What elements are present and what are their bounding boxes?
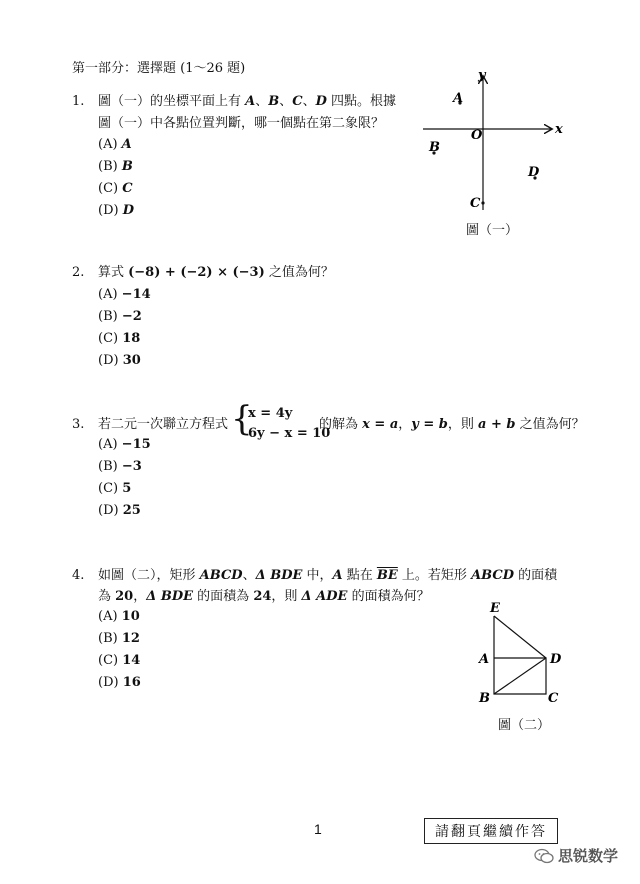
label-d: D — [550, 652, 562, 667]
option-a[interactable]: (A) −15 — [98, 437, 151, 452]
question-number: 4. — [72, 568, 85, 583]
option-a[interactable]: (A) −14 — [98, 287, 151, 302]
option-b[interactable]: (B) 12 — [98, 631, 140, 646]
segment-bd — [494, 658, 546, 694]
point-d-label: D — [528, 165, 540, 180]
option-c[interactable]: (C) 14 — [98, 653, 141, 668]
watermark — [534, 845, 618, 866]
question-text: 算式 (−8) + (−2) × (−3) 之值為何？ — [98, 265, 334, 280]
option-a[interactable]: (A) 10 — [98, 609, 140, 624]
option-d[interactable]: (D) D — [98, 203, 134, 218]
equation-1: x = 4y — [248, 406, 293, 421]
option-c[interactable]: (C) C — [98, 181, 133, 196]
figure-2-rectangle-triangle — [470, 596, 570, 711]
question-text-prefix: 若二元一次聯立方程式 — [98, 417, 229, 432]
axis-x-label: x — [555, 122, 563, 137]
expression: (−8) + (−2) × (−3) — [128, 265, 265, 280]
label-e: E — [490, 601, 500, 616]
label-b: B — [479, 691, 490, 706]
option-c[interactable]: (C) 5 — [98, 481, 132, 496]
option-a[interactable]: (A) A — [98, 137, 132, 152]
origin-label: O — [471, 128, 483, 143]
option-d[interactable]: (D) 16 — [98, 675, 141, 690]
question-number: 1. — [72, 94, 85, 109]
question-text-line2: 為 20，Δ BDE 的面積為 24，則 Δ ADE 的面積為何？ — [98, 589, 430, 604]
option-d[interactable]: (D) 25 — [98, 503, 141, 518]
figure-1-caption: 圖（一） — [466, 223, 519, 238]
rectangle-abcd — [494, 616, 546, 694]
option-b[interactable]: (B) B — [98, 159, 133, 174]
label-c: C — [548, 691, 559, 706]
question-text-line1: 如圖（二），矩形 ABCD、Δ BDE 中，A 點在 $\overline{BE}$ 上。若矩形 ABCD 的面積 — [98, 568, 558, 583]
point-c-label: C — [470, 196, 481, 211]
option-b[interactable]: (B) −2 — [98, 309, 142, 324]
page-number: 1 — [314, 821, 322, 837]
section-title: 第一部分：選擇題 (1～26 題) — [72, 61, 246, 76]
option-b[interactable]: (B) −3 — [98, 459, 142, 474]
watermark-text: 思锐数学 — [558, 847, 619, 865]
question-number: 3. — [72, 417, 85, 432]
equation-2: 6y − x = 10 — [248, 426, 331, 441]
point-c — [481, 201, 484, 204]
question-number: 2. — [72, 265, 85, 280]
point-a-label: A — [453, 91, 464, 106]
label-a: A — [479, 652, 490, 667]
question-text-rest: 的解為 x = a，y = b，則 a + b 之值為何？ — [319, 417, 585, 432]
question-text-line2: 圖（一）中各點位置判斷，哪一個點在第二象限？ — [98, 116, 385, 131]
axis-y-label: y — [478, 68, 486, 83]
point-b-label: B — [429, 140, 440, 155]
continue-notice: 請翻頁繼續作答 — [424, 818, 558, 844]
question-text-line1: 圖（一）的坐標平面上有 A、B、C、D 四點。根據 — [98, 94, 397, 109]
system-brace: { — [231, 399, 253, 439]
segment-ed — [494, 616, 546, 658]
segment-be: $\overline{BE}$ — [376, 568, 398, 583]
option-d[interactable]: (D) 30 — [98, 353, 141, 368]
wechat-icon — [534, 848, 554, 864]
option-c[interactable]: (C) 18 — [98, 331, 141, 346]
figure-2-caption: 圖（二） — [498, 718, 551, 733]
